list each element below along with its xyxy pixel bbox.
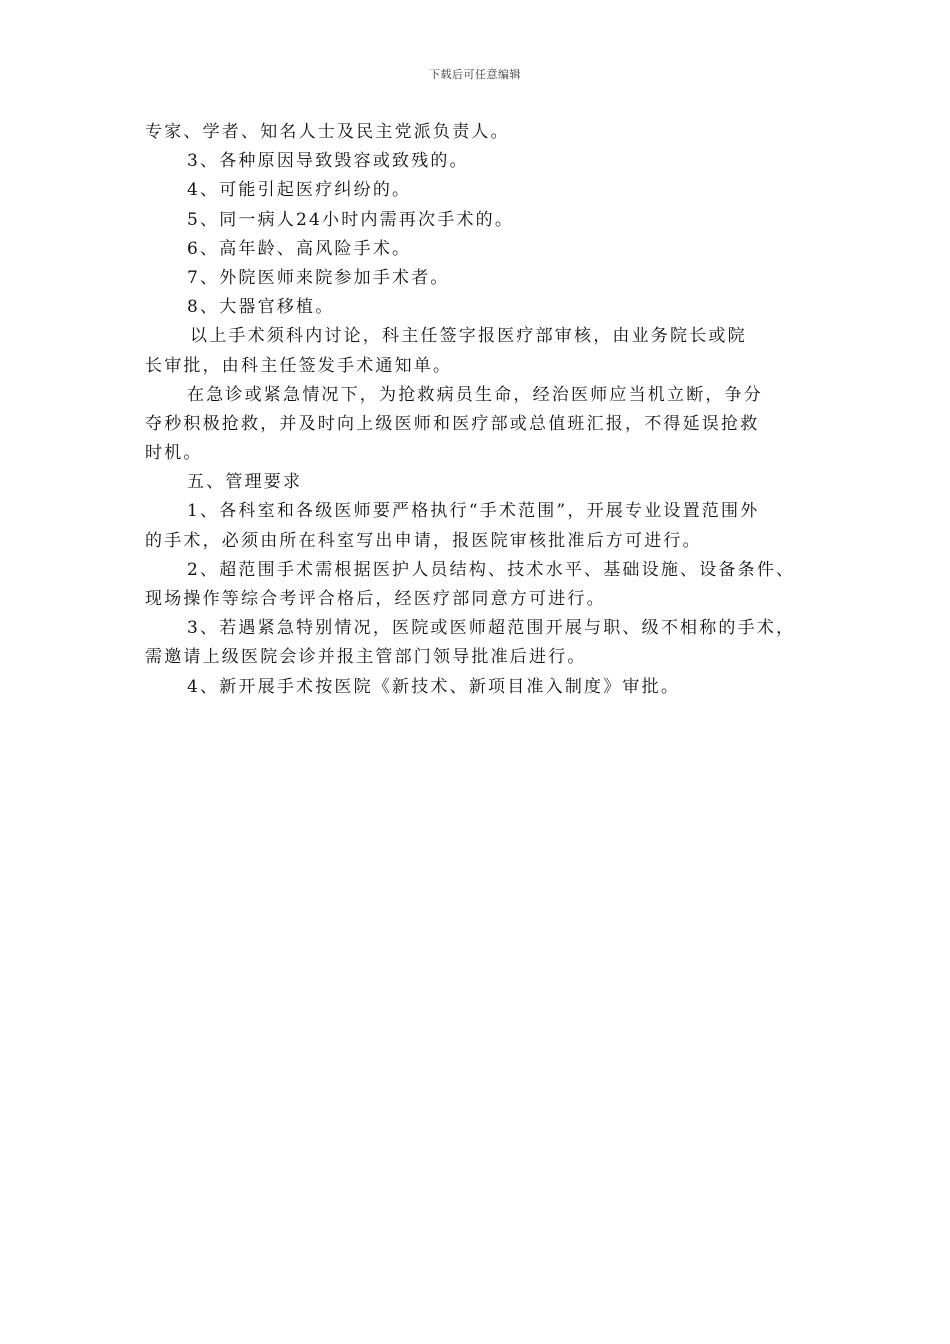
paragraph-line: 现场操作等综合考评合格后，经医疗部同意方可进行。 [145, 589, 606, 609]
paragraph-line: 在急诊或紧急情况下，为抢救病员生命，经治医师应当机立断，争分 [187, 384, 763, 405]
document-body [145, 118, 825, 702]
page-header: 下载后可任意编辑 [429, 68, 521, 81]
list-item: 8、大器官移植。 [187, 297, 335, 318]
list-item: 2、超范围手术需根据医护人员结构、技术水平、基础设施、设备条件、 [187, 559, 796, 580]
paragraph-line: 的手术，必须由所在科室写出申请，报医院审核批准后方可进行。 [145, 530, 702, 551]
paragraph-line: 夺秒积极抢救，并及时向上级医师和医疗部或总值班汇报，不得延误抢救 [145, 413, 760, 434]
list-item: 4、可能引起医疗纠纷的。 [187, 180, 412, 201]
list-item: 5、同一病人24小时内需再次手术的。 [187, 209, 515, 230]
list-item: 4、新开展手术按医院《新技术、新项目准入制度》审批。 [187, 676, 681, 697]
list-item: 1、各科室和各级医师要严格执行“手术范围”，开展专业设置范围外 [187, 501, 760, 522]
paragraph-line: 专家、学者、知名人士及民主党派负责人。 [145, 122, 510, 142]
list-item: 3、若遇紧急特别情况，医院或医师超范围开展与职、级不相称的手术， [187, 618, 796, 639]
paragraph-line: 长审批，由科主任签发手术通知单。 [145, 355, 453, 376]
paragraph-line: 需邀请上级医院会诊并报主管部门领导批准后进行。 [145, 647, 587, 668]
list-item: 6、高年龄、高风险手术。 [187, 238, 412, 259]
paragraph-line: 时机。 [145, 443, 203, 464]
section-heading: 五、管理要求 [187, 472, 303, 493]
paragraph-line: 以上手术须科内讨论，科主任签字报医疗部审核，由业务院长或院 [190, 326, 747, 347]
list-item: 3、各种原因导致毁容或致残的。 [187, 151, 469, 172]
list-item: 7、外院医师来院参加手术者。 [187, 267, 450, 288]
